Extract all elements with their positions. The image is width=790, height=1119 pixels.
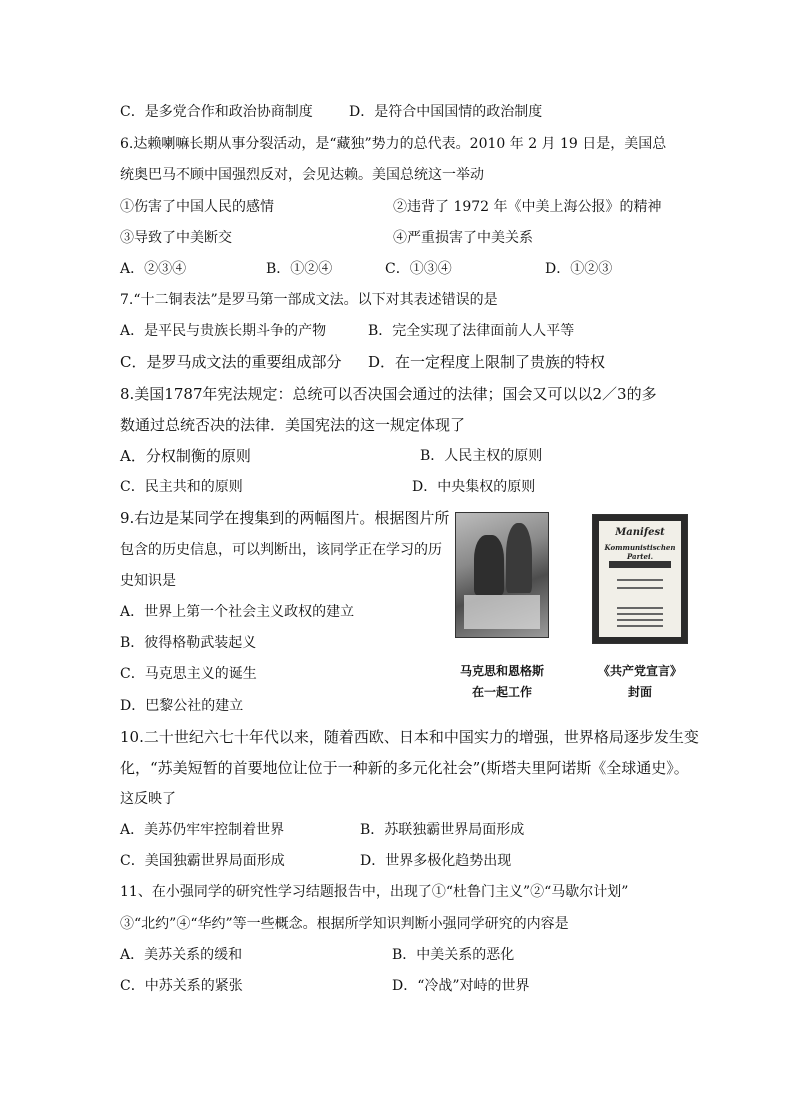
q9-option-d: D．巴黎公社的建立	[120, 698, 244, 714]
q10-stem-line2: 化，“苏美短暂的首要地位让位于一种新的多元化社会”(斯塔夫里阿诺斯《全球通史》。	[120, 759, 689, 777]
q6-option-a: A．②③④	[120, 261, 187, 277]
cover-title-manifest: Manifest	[615, 527, 665, 538]
q7-stem: 7.“十二铜表法”是罗马第一部成文法。以下对其表述错误的是	[120, 292, 498, 308]
communist-manifesto-cover	[592, 514, 688, 644]
q8-stem-line1: 8.美国1787年宪法规定：总统可以否决国会通过的法律；国会又可以以2／3的多	[120, 385, 657, 403]
q10-stem-line3: 这反映了	[120, 791, 176, 807]
q11-option-a: A．美苏关系的缓和	[120, 947, 243, 963]
q7-option-b: B．完全实现了法律面前人人平等	[368, 323, 575, 339]
q8-stem-line2: 数通过总统否决的法律．美国宪法的这一规定体现了	[120, 416, 466, 434]
q11-option-c: C．中苏关系的紧张	[120, 978, 243, 994]
q11-stem-line2: ③“北约”④“华约”等一些概念。根据所学知识判断小强同学研究的内容是	[120, 916, 569, 932]
q7-option-a: A．是平民与贵族长期斗争的产物	[120, 323, 327, 339]
cover-title-party: Kommunistischen Partei.	[604, 543, 676, 561]
q10-stem-line1: 10.二十世纪六七十年代以来，随着西欧、日本和中国实力的增强，世界格局逐步发生变	[120, 728, 699, 746]
figure1-caption-line1: 马克思和恩格斯	[459, 664, 544, 678]
q6-statement-4: ④严重损害了中美关系	[393, 230, 533, 246]
q8-option-d: D．中央集权的原则	[412, 479, 536, 495]
q6-option-d: D．①②③	[545, 261, 613, 277]
q6-statement-2: ②违背了 1972 年《中美上海公报》的精神	[393, 199, 662, 215]
q11-option-d: D．“冷战”对峙的世界	[392, 978, 530, 994]
q8-option-a: A．分权制衡的原则	[120, 447, 251, 465]
q10-option-b: B．苏联独霸世界局面形成	[360, 822, 525, 838]
q11-stem-line1: 11、在小强同学的研究性学习结题报告中，出现了①“杜鲁门主义”②“马歇尔计划”	[120, 884, 629, 900]
q8-option-c: C．民主共和的原则	[120, 479, 243, 495]
q5-option-c: C．是多党合作和政治协商制度	[120, 104, 313, 120]
q10-option-d: D．世界多极化趋势出现	[360, 853, 512, 869]
q6-option-b: B．①②④	[266, 261, 333, 277]
q6-option-c: C．①③④	[385, 261, 452, 277]
q5-option-d: D．是符合中国国情的政治制度	[349, 104, 543, 120]
q10-option-a: A．美苏仍牢牢控制着世界	[120, 822, 285, 838]
q7-option-d: D．在一定程度上限制了贵族的特权	[368, 353, 606, 371]
q9-stem-line2: 包含的历史信息，可以判断出，该同学正在学习的历	[120, 542, 442, 558]
q9-option-a: A．世界上第一个社会主义政权的建立	[120, 604, 355, 620]
q6-statement-1: ①伤害了中国人民的感情	[120, 199, 274, 215]
q10-option-c: C．美国独霸世界局面形成	[120, 853, 285, 869]
q11-option-b: B．中美关系的恶化	[392, 947, 515, 963]
q9-stem-line1: 9.右边是某同学在搜集到的两幅图片。根据图片所	[120, 509, 450, 527]
q7-option-c: C．是罗马成文法的重要组成部分	[120, 353, 342, 371]
figure2-caption-line2: 封面	[627, 685, 652, 699]
q8-option-b: B．人民主权的原则	[420, 448, 543, 464]
q9-option-c: C．马克思主义的诞生	[120, 666, 257, 682]
marx-engels-photo	[455, 512, 549, 638]
q6-stem-line1: 6.达赖喇嘛长期从事分裂活动，是“藏独”势力的总代表。2010 年 2 月 19 日是，美国总	[120, 136, 667, 152]
q6-stem-line2: 统奥巴马不顾中国强烈反对，会见达赖。美国总统这一举动	[120, 167, 484, 183]
q9-stem-line3: 史知识是	[120, 573, 176, 589]
figure2-caption-line1: 《共产党宣言》	[597, 664, 682, 678]
q9-option-b: B．彼得格勒武装起义	[120, 635, 257, 651]
figure1-caption-line2: 在一起工作	[471, 685, 532, 699]
q6-statement-3: ③导致了中美断交	[120, 230, 232, 246]
